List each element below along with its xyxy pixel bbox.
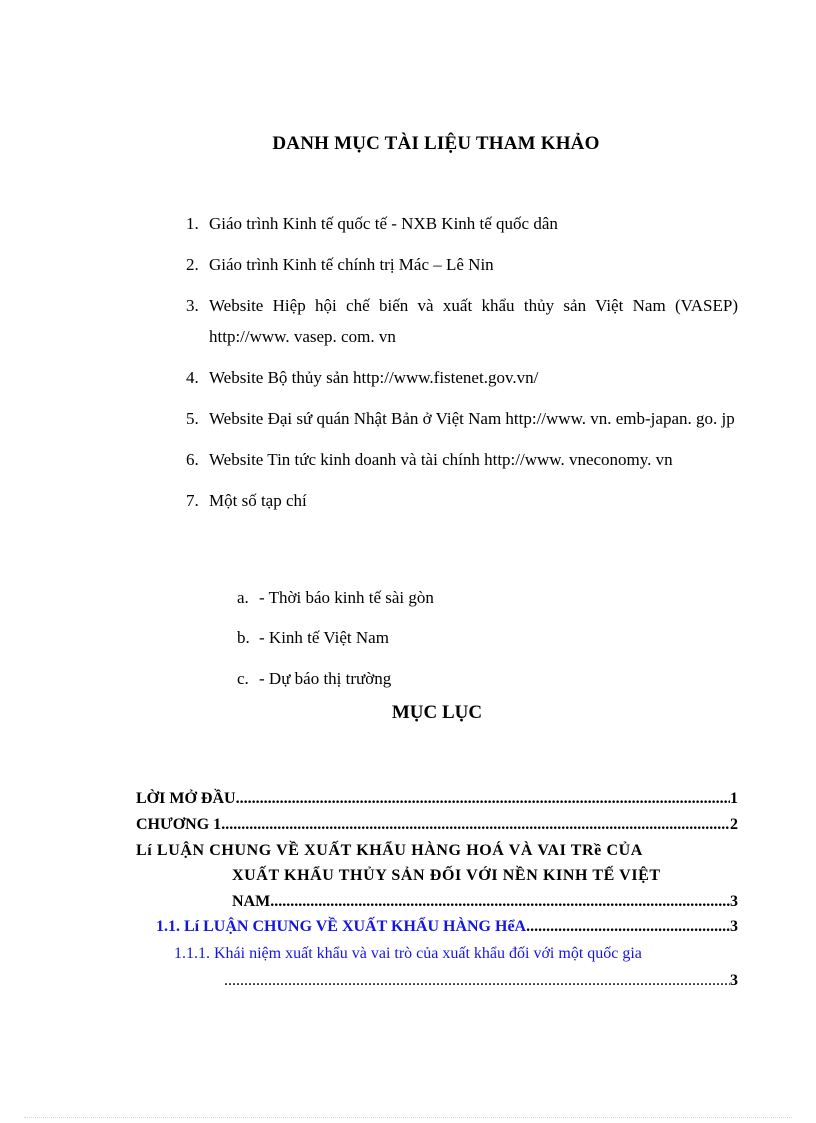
toc-entry-label: XUẤT KHẨU THỦY SẢN ĐỐI VỚI NỀN KINH TẾ VIỆT: [232, 867, 661, 884]
toc-page-number: 3: [730, 893, 738, 910]
reference-text: Website Bộ thủy sản http://www.fistenet.gov.vn/: [209, 368, 539, 387]
reference-item: [178, 290, 738, 352]
reference-text: Website Hiệp hội chế biến và xuất khẩu thủy sản Việt Nam (VASEP) http://www. vasep. com. vn: [209, 296, 738, 346]
subitem-letter: b.: [237, 628, 250, 647]
toc-entry[interactable]: [136, 788, 738, 810]
toc-title: MỤC LỤC: [391, 702, 483, 723]
toc-entry-heading-line: [136, 840, 738, 862]
toc-entry-label: 1.1. Lí LUẬN CHUNG VỀ XUẤT KHẨU HÀNG HểA: [156, 918, 527, 935]
toc-entry[interactable]: [232, 891, 738, 913]
reference-number: 5.: [186, 409, 199, 428]
toc-page-number: 3: [730, 918, 738, 935]
toc-leader: [221, 814, 730, 836]
toc-entry[interactable]: [156, 916, 738, 938]
reference-number: 3.: [186, 296, 199, 315]
reference-number: 4.: [186, 368, 199, 387]
toc-leader: [224, 970, 730, 992]
reference-item: [178, 249, 738, 280]
subitem-text: - Thời báo kinh tế sài gòn: [259, 588, 434, 607]
reference-text: Website Tin tức kinh doanh và tài chính http://www. vneconomy. vn: [209, 450, 673, 469]
toc-page-number: 2: [730, 816, 738, 833]
journal-subitem: [237, 588, 434, 608]
toc-leader: [526, 916, 730, 938]
toc-entry-label: 1.1.1. Khái niệm xuất khẩu và vai trò của xuất khẩu đối với một quốc gia: [174, 945, 642, 962]
references-title: DANH MỤC TÀI LIỆU THAM KHẢO: [272, 133, 600, 154]
reference-text: Website Đại sứ quán Nhật Bản ở Việt Nam http://www. vn. emb-japan. go. jp: [209, 409, 735, 428]
reference-text: Giáo trình Kinh tế quốc tế - NXB Kinh tế quốc dân: [209, 214, 558, 233]
page-bottom-border: [24, 1117, 792, 1118]
toc-leader: [236, 788, 730, 810]
references-list: [178, 208, 738, 526]
reference-item: [178, 362, 738, 393]
journal-subitem: [237, 669, 391, 689]
toc-entry-label: Lí LUẬN CHUNG VỀ XUẤT KHẨU HÀNG HOÁ VÀ VAI TRề CỦA: [136, 842, 643, 859]
journal-subitem: [237, 628, 389, 648]
subitem-letter: a.: [237, 588, 249, 607]
reference-item: [178, 485, 738, 516]
reference-number: 7.: [186, 491, 199, 510]
reference-number: 2.: [186, 255, 199, 274]
subitem-letter: c.: [237, 669, 249, 688]
toc-entry-label: LỜI MỞ ĐẦU: [136, 790, 236, 807]
reference-number: 6.: [186, 450, 199, 469]
toc-leader: [270, 891, 730, 913]
reference-number: 1.: [186, 214, 199, 233]
reference-item: [178, 444, 738, 475]
toc-entry-label: NAM: [232, 893, 271, 910]
reference-text: Giáo trình Kinh tế chính trị Mác – Lê Nin: [209, 255, 494, 274]
toc-page-number: 1: [730, 790, 738, 807]
toc-entry-heading-line: [232, 865, 738, 887]
reference-text: Một số tạp chí: [209, 491, 307, 510]
toc-entry-label: CHƯƠNG 1: [136, 816, 222, 833]
toc-entry-heading-line[interactable]: [174, 943, 738, 965]
toc-page-number: 3: [730, 972, 738, 989]
subitem-text: - Dự báo thị trường: [259, 669, 392, 688]
reference-item: [178, 208, 738, 239]
toc-entry[interactable]: [224, 970, 738, 992]
reference-item: [178, 403, 738, 434]
subitem-text: - Kinh tế Việt Nam: [259, 628, 389, 647]
toc-entry[interactable]: [136, 814, 738, 836]
